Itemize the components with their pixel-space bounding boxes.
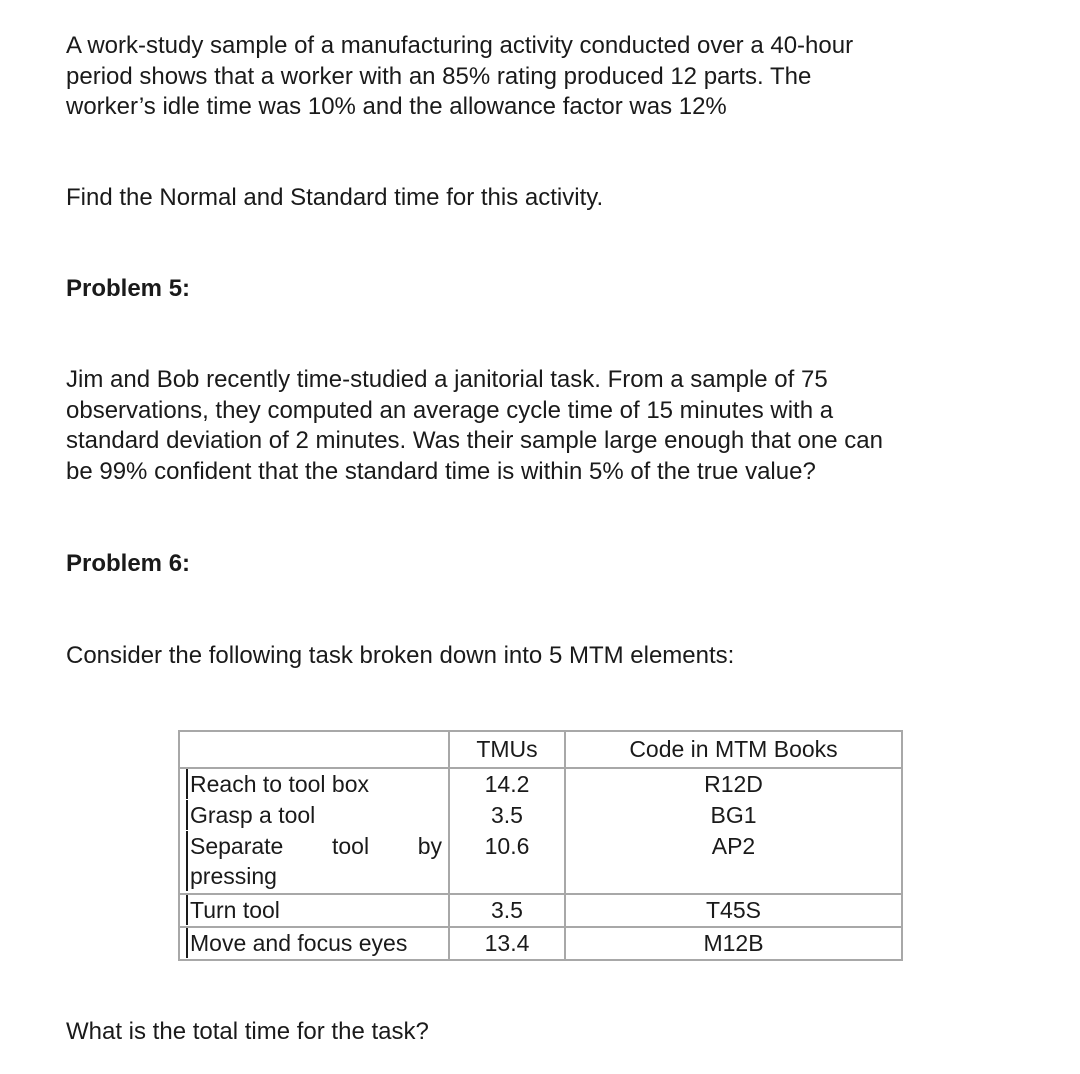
element-word: pressing [190, 863, 277, 889]
problem5-text: Jim and Bob recently time-studied a janitorial task. From a sample of 75 observations, they computed an average cycle time of 15 minutes with a standard deviation of 2 minutes. Was their sample large enough that one can be 99% confident that the standard time is within 5% of the true value? [66, 366, 883, 485]
table-row [179, 768, 902, 800]
mtm-code: R12D [565, 768, 902, 800]
tmu-value: 3.5 [449, 800, 565, 831]
mtm-code: AP2 [565, 831, 902, 894]
table-row [179, 800, 902, 831]
table-row [179, 894, 902, 927]
element-name [186, 831, 442, 891]
header-code: Code in MTM Books [565, 731, 902, 768]
problem6-intro: Consider the following task broken down into 5 MTM elements: [66, 642, 735, 669]
element-name: Turn tool [186, 895, 442, 925]
tmu-value: 10.6 [449, 831, 565, 894]
problem4-question: Find the Normal and Standard time for this activity. [66, 184, 604, 211]
header-tmus: TMUs [449, 731, 565, 768]
element-word: tool [331, 833, 370, 859]
mtm-code: M12B [565, 927, 902, 960]
mtm-code: BG1 [565, 800, 902, 831]
mtm-code: T45S [565, 894, 902, 927]
table-row [179, 927, 902, 960]
element-word: by [417, 833, 442, 859]
element-name: Grasp a tool [186, 800, 442, 830]
problem5-heading: Problem 5: [66, 275, 191, 302]
element-name: Reach to tool box [186, 769, 442, 799]
header-element [179, 731, 449, 768]
tmu-value: 3.5 [449, 894, 565, 927]
problem6-heading: Problem 6: [66, 550, 191, 577]
element-word: Separate [190, 833, 284, 859]
table-row [179, 831, 902, 894]
tmu-value: 13.4 [449, 927, 565, 960]
problem4-text: A work-study sample of a manufacturing activity conducted over a 40-hour period shows that a worker with an 85% rating produced 12 parts. The worker’s idle time was 10% and the allowance factor was 12% [66, 32, 854, 120]
problem6-question: What is the total time for the task? [66, 1018, 429, 1045]
tmu-value: 14.2 [449, 768, 565, 800]
mtm-elements-table [178, 730, 903, 961]
element-name: Move and focus eyes [186, 928, 442, 958]
table-header-row [179, 731, 902, 768]
